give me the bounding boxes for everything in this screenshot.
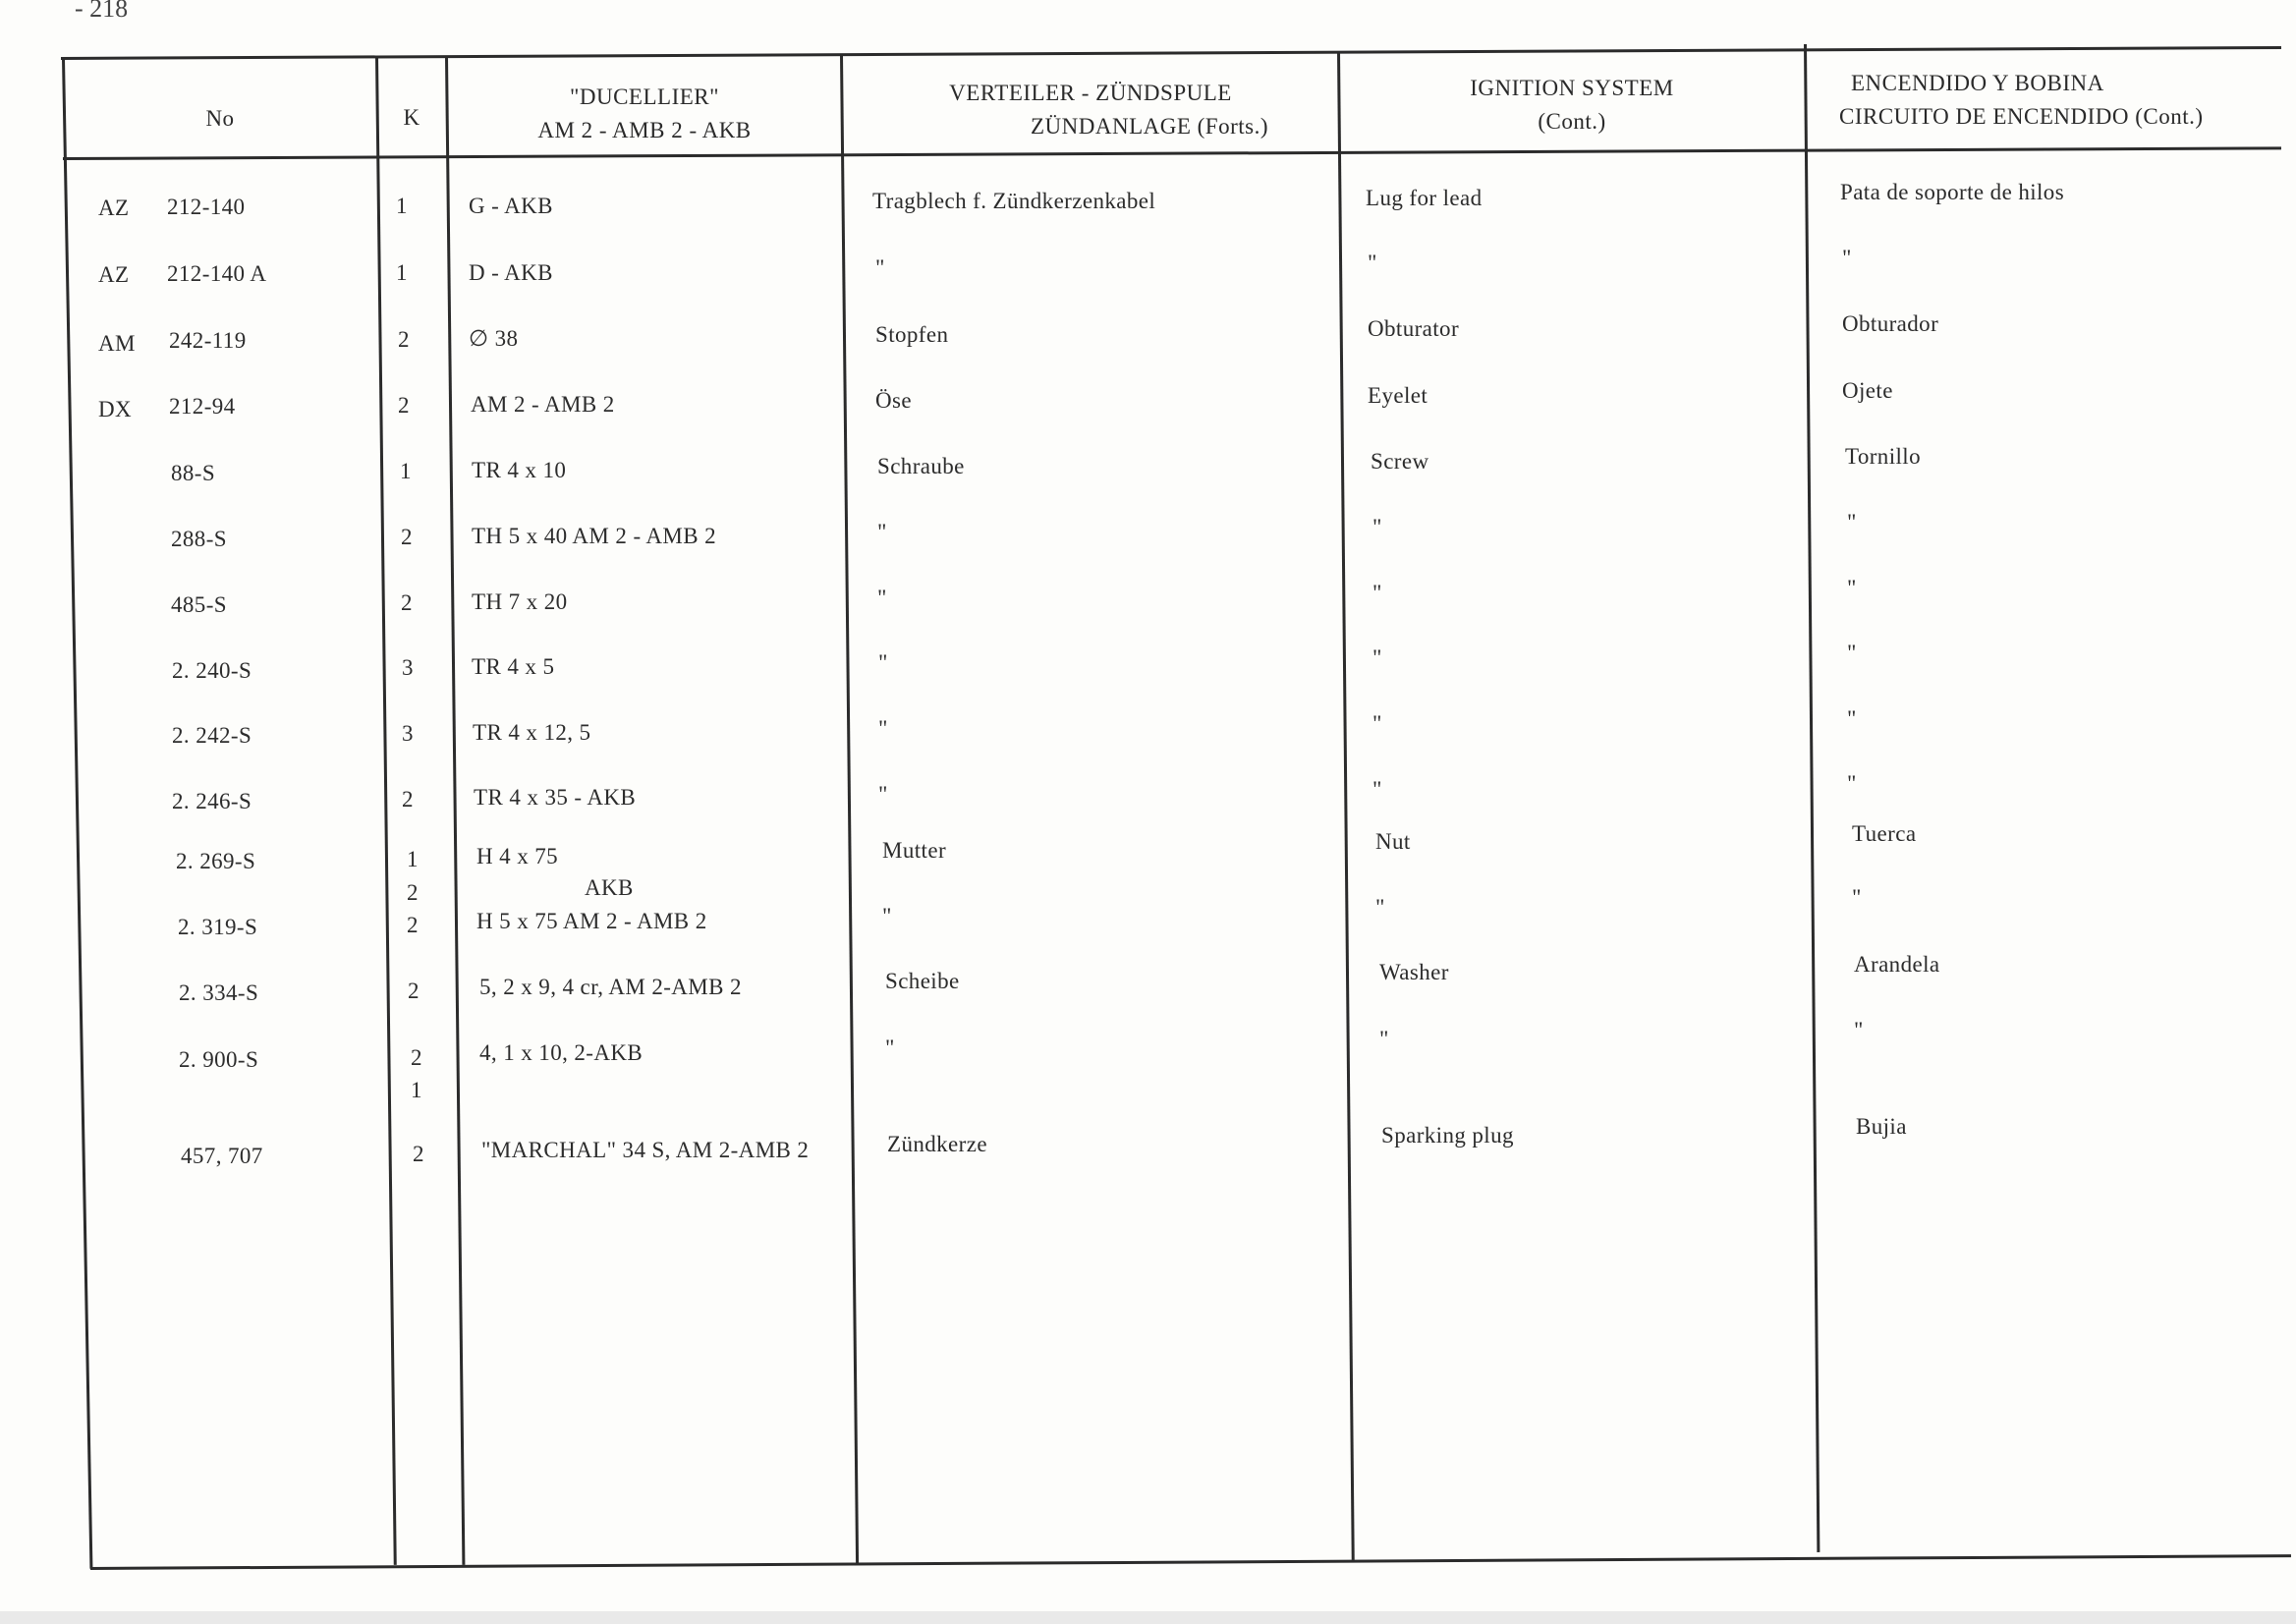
row-english: Nut bbox=[1375, 829, 1411, 854]
row-k: 2 bbox=[413, 1142, 424, 1166]
frame-left bbox=[62, 59, 92, 1569]
row-spanish: Tuerca bbox=[1852, 821, 1917, 846]
row-german: Schraube bbox=[877, 454, 965, 478]
row-german: " bbox=[885, 1036, 895, 1060]
row-english: " bbox=[1372, 581, 1382, 605]
row-german: " bbox=[877, 520, 887, 544]
row-k: 1 bbox=[396, 194, 408, 218]
row-part-no: 2. 269-S bbox=[176, 849, 256, 873]
row-german: " bbox=[878, 782, 888, 807]
header-spanish-line1: ENCENDIDO Y BOBINA bbox=[1851, 71, 2104, 95]
row-ducellier: 5, 2 x 9, 4 cr, AM 2-AMB 2 bbox=[479, 975, 742, 999]
row-spanish: Ojete bbox=[1842, 378, 1893, 403]
row-german: Mutter bbox=[882, 838, 946, 863]
page-number: - 218 bbox=[75, 0, 129, 23]
row-spanish: " bbox=[1842, 246, 1852, 270]
row-english: Washer bbox=[1379, 960, 1449, 984]
col-divider-4 bbox=[1337, 52, 1355, 1560]
row-ducellier: D - AKB bbox=[469, 260, 553, 285]
row-part-no: 88-S bbox=[171, 461, 216, 485]
header-english-line2: (Cont.) bbox=[1538, 109, 1606, 134]
row-spanish: Arandela bbox=[1854, 952, 1940, 977]
row-part-no: 212-140 bbox=[167, 195, 246, 219]
row-ducellier: TR 4 x 12, 5 bbox=[473, 720, 591, 745]
row-spanish: " bbox=[1847, 641, 1857, 665]
row-english: " bbox=[1372, 711, 1382, 736]
header-ducellier-line2: AM 2 - AMB 2 - AKB bbox=[537, 118, 752, 142]
row-ducellier: H 4 x 75 bbox=[476, 844, 559, 868]
header-no: No bbox=[205, 106, 235, 131]
row-k: 3 bbox=[402, 655, 414, 680]
row-part-no: 2. 240-S bbox=[172, 658, 252, 683]
row-prefix: AM bbox=[98, 331, 136, 356]
row-german: Scheibe bbox=[885, 969, 960, 993]
frame-top bbox=[61, 46, 2281, 60]
row-ducellier: TH 7 x 20 bbox=[472, 589, 568, 614]
row-k: 2 bbox=[402, 787, 414, 812]
row-part-no: 242-119 bbox=[169, 328, 247, 353]
row-english: " bbox=[1372, 777, 1382, 802]
row-spanish: " bbox=[1847, 510, 1857, 534]
row-part-no: 2. 246-S bbox=[172, 789, 252, 813]
row-ducellier: TR 4 x 35 - AKB bbox=[474, 785, 637, 810]
row-part-no: 288-S bbox=[171, 527, 227, 551]
header-german bbox=[845, 77, 1336, 143]
row-german: " bbox=[877, 586, 887, 610]
row-part-no: 212-94 bbox=[169, 394, 236, 419]
header-english-line1: IGNITION SYSTEM bbox=[1470, 76, 1674, 100]
row-ducellier: TH 5 x 40 AM 2 - AMB 2 bbox=[472, 524, 717, 548]
row-k: 2 bbox=[398, 393, 410, 418]
row-spanish: Bujia bbox=[1856, 1114, 1907, 1139]
col-divider-5 bbox=[1804, 44, 1820, 1552]
row-k: 2 bbox=[408, 979, 420, 1003]
row-german: Tragblech f. Zündkerzenkabel bbox=[872, 189, 1156, 213]
row-part-no: 2. 900-S bbox=[179, 1047, 259, 1072]
row-ducellier: 4, 1 x 10, 2-AKB bbox=[479, 1040, 644, 1065]
row-part-no: 212-140 A bbox=[167, 261, 267, 286]
row-ducellier: G - AKB bbox=[469, 194, 553, 218]
row-ducellier: ∅ 38 bbox=[469, 326, 519, 351]
row-german: Zündkerze bbox=[887, 1132, 987, 1156]
row-english: " bbox=[1368, 251, 1377, 275]
row-ducellier: "MARCHAL" 34 S, AM 2-AMB 2 bbox=[481, 1138, 810, 1162]
header-ducellier-line1: "DUCELLIER" bbox=[569, 84, 720, 109]
row-spanish: " bbox=[1847, 706, 1857, 731]
row-part-no: 485-S bbox=[171, 592, 227, 617]
row-german: Stopfen bbox=[875, 322, 949, 347]
header-spanish bbox=[1839, 67, 2281, 134]
row-english: Obturator bbox=[1368, 316, 1460, 341]
row-english: Sparking plug bbox=[1381, 1123, 1514, 1148]
row-german: " bbox=[882, 904, 892, 928]
header-german-line2: ZÜNDANLAGE (Forts.) bbox=[1030, 114, 1269, 139]
row-ducellier: H 5 x 75 AM 2 - AMB 2 bbox=[476, 909, 707, 933]
row-k: 2 bbox=[401, 525, 413, 549]
row-english: " bbox=[1375, 895, 1385, 920]
row-prefix: DX bbox=[98, 397, 133, 421]
header-ducellier bbox=[450, 81, 839, 147]
header-divider bbox=[63, 146, 2281, 160]
row-spanish: " bbox=[1847, 576, 1857, 600]
row-ducellier: AM 2 - AMB 2 bbox=[471, 392, 615, 417]
row-k: 2 bbox=[407, 913, 419, 937]
row-ducellier: TR 4 x 5 bbox=[472, 654, 555, 679]
row-english: " bbox=[1372, 645, 1382, 670]
row-spanish: Obturador bbox=[1842, 311, 1939, 336]
row-english: Screw bbox=[1371, 449, 1429, 474]
row-prefix: AZ bbox=[98, 262, 130, 287]
row-german: " bbox=[878, 716, 888, 741]
row-part-no: 2. 242-S bbox=[172, 723, 252, 748]
row-part-no: 2. 319-S bbox=[178, 915, 258, 939]
row-spanish: Pata de soporte de hilos bbox=[1840, 180, 2065, 204]
row-k: 2 bbox=[407, 880, 419, 905]
row-k: 1 bbox=[396, 260, 408, 285]
row-k: 2 bbox=[398, 327, 410, 352]
header-spanish-line2: CIRCUITO DE ENCENDIDO (Cont.) bbox=[1839, 104, 2204, 129]
row-german: " bbox=[875, 255, 885, 280]
row-english: " bbox=[1372, 515, 1382, 539]
row-prefix: AZ bbox=[98, 196, 130, 220]
row-ducellier: TR 4 x 10 bbox=[472, 458, 567, 482]
row-k: 2 bbox=[411, 1045, 422, 1070]
col-divider-2 bbox=[445, 57, 465, 1565]
row-k: 1 bbox=[411, 1078, 422, 1102]
header-k: K bbox=[403, 105, 420, 130]
row-spanish: " bbox=[1852, 885, 1862, 910]
row-spanish: " bbox=[1854, 1018, 1864, 1042]
row-german: " bbox=[878, 650, 888, 675]
row-spanish: Tornillo bbox=[1845, 444, 1921, 469]
row-k: 1 bbox=[400, 459, 412, 483]
col-divider-1 bbox=[375, 57, 397, 1565]
col-divider-3 bbox=[840, 55, 859, 1563]
frame-bottom bbox=[90, 1554, 2291, 1570]
row-k: 3 bbox=[402, 721, 414, 746]
row-k: 1 bbox=[407, 847, 419, 871]
row-english: " bbox=[1379, 1027, 1389, 1051]
row-spanish: " bbox=[1847, 771, 1857, 796]
header-german-line1: VERTEILER - ZÜNDSPULE bbox=[949, 81, 1232, 105]
scan-edge bbox=[0, 1611, 2296, 1624]
row-english: Eyelet bbox=[1368, 383, 1428, 408]
header-english bbox=[1342, 72, 1802, 139]
row-k: 2 bbox=[401, 590, 413, 615]
row-part-no: 457, 707 bbox=[181, 1144, 263, 1168]
row-english: Lug for lead bbox=[1366, 186, 1483, 210]
row-part-no: 2. 334-S bbox=[179, 980, 259, 1005]
row-german: Öse bbox=[875, 388, 912, 413]
row-ducellier: AKB bbox=[585, 875, 634, 900]
